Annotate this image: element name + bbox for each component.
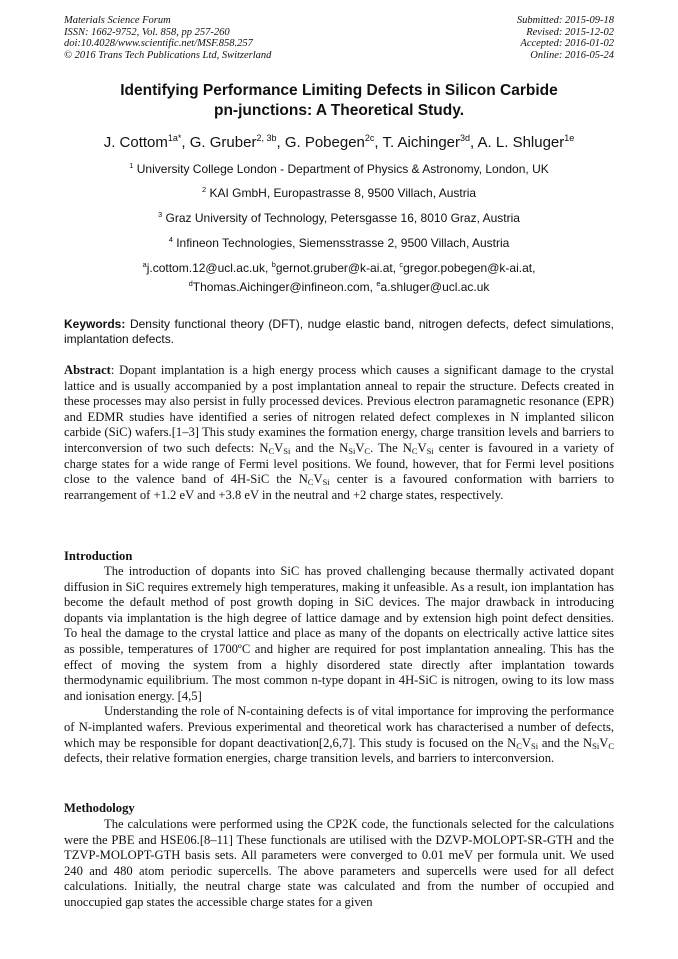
abstract: Abstract: Dopant implantation is a high energy process which causes a significant damage to the crystal lattice and is usually accompanied by a post implantation anneal to repair the structure. Defects created in these processes may also persist in fully processed devices. Previous electron paramagnetic resonance (EPR) and EDMR studies have identified a series of nitrogen related defect complexes in N implanted silicon carbide (SiC) wafers.[1–3] This study examines the formation energy, charge transition levels and barriers to interconversion of two such defects: $N_CV_{Si}$ and the $N_{Si}V_C$. The $N_CV_{Si}$ center is favoured in a variety of charge states for a wide range of Fermi level positions. We found, however, that for Fermi level positions close to the valence band of 4H-SiC the $N_CV_{Si}$ center is a favoured conformation with barriers to rearrangement of +1.2 eV and +3.8 eV in the neutral and +2 charge states, respectively.: [64, 363, 615, 502]
email-link[interactable]: gregor.pobegen@k-ai.at,: [403, 261, 536, 275]
keywords-label: Keywords:: [64, 317, 126, 331]
keywords-text: Density functional theory (DFT), nudge elastic band, nitrogen defects, defect simulations, implantation defects.: [64, 317, 614, 346]
email-link[interactable]: Thomas.Aichinger@infineon.com,: [192, 280, 373, 294]
methodology-heading: Methodology: [64, 801, 135, 815]
copyright-line: © 2016 Trans Tech Publications Ltd, Switzerland: [64, 49, 272, 61]
email-link[interactable]: a.shluger@ucl.ac.uk: [380, 280, 490, 294]
author-name: G. Gruber: [189, 134, 257, 151]
author-emails: $^a$j.cottom.12@ucl.ac.uk, $^b$gernot.gruber@k-ai.at, $^c$gregor.pobegen@k-ai.at, $^d$Thomas.Aichinger@infineon.com, $^e$a.shluger@ucl.ac.uk: [142, 260, 536, 294]
email-link[interactable]: j.cottom.12@ucl.ac.uk,: [146, 261, 269, 275]
author-name: A. L. Shluger: [477, 134, 565, 151]
methodology-body: [64, 817, 614, 911]
author-name: T. Aichinger: [382, 134, 461, 151]
author-affiliation-mark: 1a*: [167, 133, 182, 143]
author-name: J. Cottom: [103, 134, 168, 151]
introduction-paragraph-1: The introduction of dopants into SiC has proved challenging because thermally activated dopant diffusion in SiC requires extremely high temperatures, making it unfeasible. As a result, ion implantation has become the default method of post growth doping in SiC devices. The major drawback in introducing dopants via implantation is the high degree of lattice damage and by extension high point defect densities. To heal the damage to the crystal lattice and place as many of the dopants on electrically active lattice sites as possible, temperatures of 1700ºC and higher are required for post implantation annealing. This has the effect of moving the system from a highly disordered state directly after implantation towards thermodynamic equilibrium. The most common n-type dopant in 4H-SiC is nitrogen, owing to its low mass and ionisation energy. [4,5]: [64, 564, 614, 703]
introduction-paragraph-2: Understanding the role of N-containing defects is of vital importance for improving the performance of N-implanted wafers. Previous experimental and theoretical work has characterised a number of defects, which may be responsible for dopant deactivation[2,6,7]. This study is focused on the $N_CV_{Si}$ and the $N_{Si}V_C$ defects, their relative formation energies, charge transition levels, and barriers to interconversion.: [64, 704, 615, 766]
introduction-heading: Introduction: [64, 549, 133, 563]
abstract-label: Abstract: [64, 363, 111, 377]
author-affiliation-mark: 2, 3b: [256, 133, 277, 143]
journal-info: [64, 15, 271, 61]
affiliation-1: $^1$ University College London - Department of Physics & Astronomy, London, UK: [129, 161, 549, 176]
paper-title: [64, 81, 614, 121]
methodology-paragraph-1: The calculations were performed using the CP2K code, the functionals selected for the calculations were the PBE and HSE06.[8–11] These functionals are utilised with the DZVP-MOLOPT-SR-GTH and the TZVP-MOLOPT-GTH basis sets. All parameters were converged to 0.01 meV per formula unit. We used 240 and 480 atom periodic supercells. The above parameters and supercells were used for all defect calculations. Initially, the neutral charge state was calculated and from the number of occupied and unoccupied gap states the accessible charge states for a given: [64, 817, 614, 909]
title-line-1: Identifying Performance Limiting Defects in Silicon Carbide: [120, 82, 558, 99]
defect-nsivc: $N_{Si}V_C$: [339, 440, 371, 456]
affiliation-3: $^3$ Graz University of Technology, Petersgasse 16, 8010 Graz, Austria: [158, 210, 520, 225]
author-affiliation-mark: 3d: [460, 133, 471, 143]
publication-dates: [517, 15, 614, 61]
revised-date: Revised: 2015-12-02: [526, 26, 614, 38]
doi-line: doi:10.4028/www.scientific.net/MSF.858.257: [64, 38, 253, 50]
title-line-2: pn-junctions: A Theoretical Study.: [213, 102, 464, 119]
defect-ncvsi: $N_CV_{Si}$: [507, 735, 539, 751]
author-list: J. Cottom$^{1a*}$, G. Gruber$^{2, 3b}$, G. Pobegen$^{2c}$, T. Aichinger$^{3d}$, A. L. Shluger$^{1e}$: [103, 133, 575, 151]
author-affiliation-mark: 1e: [564, 133, 575, 143]
affiliation-4: $^4$ Infineon Technologies, Siemensstrasse 2, 9500 Villach, Austria: [168, 235, 510, 250]
defect-ncvsi: $N_CV_{Si}$: [259, 440, 291, 456]
defect-ncvsi: $N_CV_{Si}$: [298, 472, 330, 488]
defect-ncvsi: $N_CV_{Si}$: [402, 440, 434, 456]
author-affiliation-mark: 2c: [364, 133, 375, 143]
issn-line: ISSN: 1662-9752, Vol. 858, pp 257-260: [64, 26, 230, 38]
online-date: Online: 2016-05-24: [530, 49, 614, 61]
introduction-body: [64, 564, 614, 767]
submitted-date: Submitted: 2015-09-18: [516, 15, 614, 26]
email-link[interactable]: gernot.gruber@k-ai.at,: [275, 261, 397, 275]
author-name: G. Pobegen: [284, 134, 365, 151]
accepted-date: Accepted: 2016-01-02: [520, 38, 614, 50]
keywords: [64, 317, 614, 347]
journal-name: Materials Science Forum: [64, 15, 171, 26]
affiliation-2: $^2$ KAI GmbH, Europastrasse 8, 9500 Villach, Austria: [201, 185, 477, 200]
defect-nsivc: $N_{Si}V_C$: [583, 735, 615, 751]
